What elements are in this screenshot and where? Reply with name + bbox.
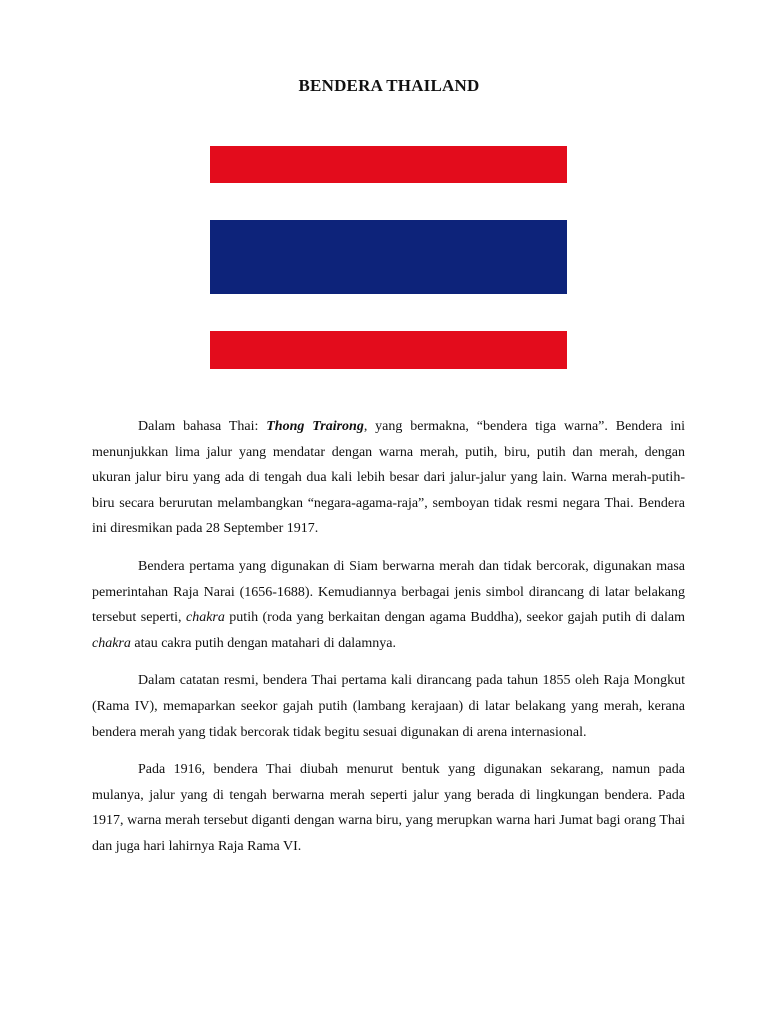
paragraph-2-text-b: putih (roda yang berkaitan dengan agama Buddha), seekor gajah putih di dalam xyxy=(224,610,685,626)
flag-stripe-red-bottom xyxy=(210,331,567,369)
flag-stripe-white-bottom xyxy=(210,294,567,331)
paragraph-1-text-b: , yang bermakna, “bendera tiga warna”. Bendera ini menunjukkan lima jalur yang mendatar dengan warna merah, putih, biru, putih dan merah, dengan ukuran jalur biru yang ada di tengah dua kali lebih besar dari jalur-jalur yang lain. Warna merah-putih-biru secara berurutan melambangkan “negara-agama-raja”, semboyan tidak resmi negara Thai. Bendera ini diresmikan pada 28 September 1917. xyxy=(92,419,685,537)
flag-stripe-blue-center xyxy=(210,220,567,294)
paragraph-2-term-chakra: chakra xyxy=(185,610,225,626)
paragraph-1 xyxy=(92,414,685,542)
paragraph-3: Dalam catatan resmi, bendera Thai pertama kali dirancang pada tahun 1855 oleh Raja Mongkut (Rama IV), memaparkan seekor gajah putih (lambang kerajaan) di latar belakang yang merah, kerana bendera merah yang tidak bercorak tidak begitu sesuai digunakan di arena internasional. xyxy=(92,673,685,740)
paragraph-1-term: Thong Trairong xyxy=(266,419,364,434)
paragraph-2-text-c: atau cakra putih dengan matahari di dalamnya. xyxy=(130,635,397,651)
flag-stripe-white-top xyxy=(210,183,567,220)
thailand-flag-image xyxy=(210,146,567,369)
paragraph-2-text-a: Bendera pertama yang digunakan di Siam berwarna merah dan tidak bercorak, digunakan masa pemerintahan Raja Narai (1656-1688). Kemudiannya berbagai jenis simbol dirancang di latar belakang tersebut seperti, xyxy=(92,558,685,626)
flag-stripe-red-top xyxy=(210,146,567,183)
paragraph-4: Pada 1916, bendera Thai diubah menurut bentuk yang digunakan sekarang, namun pada mulanya, jalur yang di tengah berwarna merah seperti jalur yang berada di lingkungan bendera. Pada 1917, warna merah tersebut diganti dengan warna biru, yang merupkan warna hari Jumat bagi orang Thai dan juga hari lahirnya Raja Rama VI. xyxy=(92,762,685,854)
page-title: BENDERA THAILAND xyxy=(298,76,480,95)
paragraph-2-term-chakra-2: chakra xyxy=(92,635,131,651)
body-text xyxy=(92,414,685,872)
paragraph-1-text-a: Dalam bahasa Thai: xyxy=(138,419,267,434)
paragraph-2 xyxy=(92,554,685,656)
